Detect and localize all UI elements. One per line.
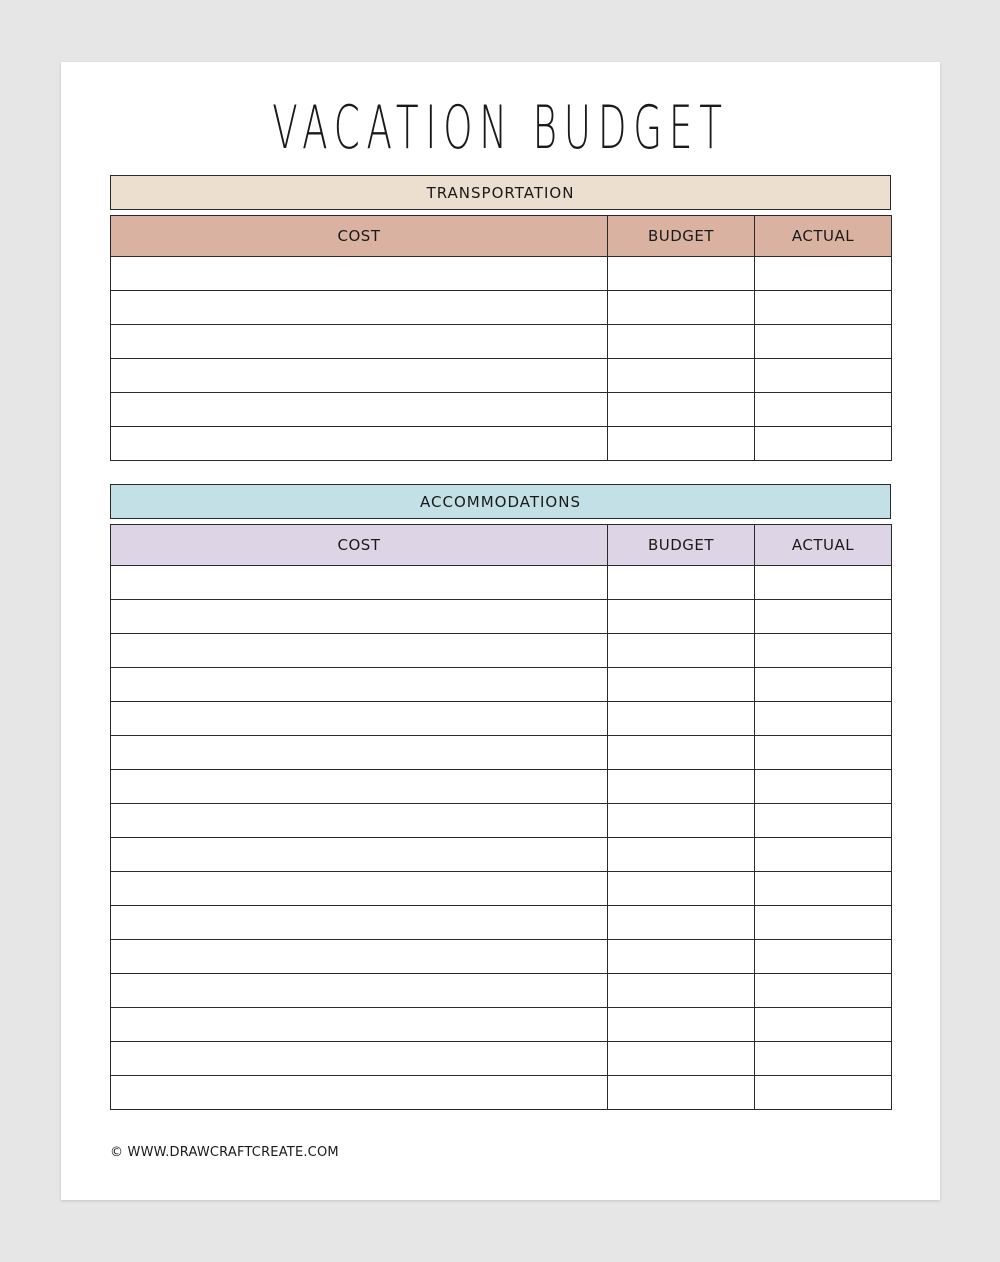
budget-cell[interactable] [608, 1042, 755, 1076]
table-row [111, 393, 892, 427]
actual-cell[interactable] [755, 325, 892, 359]
budget-cell[interactable] [608, 974, 755, 1008]
table-row [111, 1076, 892, 1110]
actual-cell[interactable] [755, 1042, 892, 1076]
cost-cell[interactable] [111, 1042, 608, 1076]
table-row [111, 1008, 892, 1042]
budget-cell[interactable] [608, 257, 755, 291]
table-row [111, 566, 892, 600]
cost-cell[interactable] [111, 702, 608, 736]
actual-cell[interactable] [755, 974, 892, 1008]
table-row [111, 634, 892, 668]
actual-cell[interactable] [755, 291, 892, 325]
actual-cell[interactable] [755, 940, 892, 974]
budget-cell[interactable] [608, 1076, 755, 1110]
accommodations-table [110, 524, 892, 1110]
actual-cell[interactable] [755, 702, 892, 736]
actual-cell[interactable] [755, 634, 892, 668]
table-row [111, 291, 892, 325]
cost-cell[interactable] [111, 566, 608, 600]
page-title: VACATION BUDGET [272, 93, 729, 163]
table-row [111, 906, 892, 940]
budget-cell[interactable] [608, 634, 755, 668]
cost-cell[interactable] [111, 291, 608, 325]
actual-cell[interactable] [755, 566, 892, 600]
actual-cell[interactable] [755, 668, 892, 702]
budget-cell[interactable] [608, 427, 755, 461]
cost-cell[interactable] [111, 600, 608, 634]
table-row [111, 427, 892, 461]
table-row [111, 770, 892, 804]
actual-cell[interactable] [755, 1076, 892, 1110]
actual-cell[interactable] [755, 393, 892, 427]
table-row [111, 736, 892, 770]
table-row [111, 600, 892, 634]
budget-cell[interactable] [608, 566, 755, 600]
budget-cell[interactable] [608, 702, 755, 736]
budget-cell[interactable] [608, 940, 755, 974]
table-row [111, 838, 892, 872]
column-header-budget: BUDGET [608, 216, 755, 257]
table-row [111, 359, 892, 393]
budget-cell[interactable] [608, 359, 755, 393]
actual-cell[interactable] [755, 359, 892, 393]
actual-cell[interactable] [755, 906, 892, 940]
cost-cell[interactable] [111, 940, 608, 974]
actual-cell[interactable] [755, 736, 892, 770]
column-header-cost: COST [111, 525, 608, 566]
footer-copyright: © WWW.DRAWCRAFTCREATE.COM [110, 1145, 339, 1160]
actual-cell[interactable] [755, 770, 892, 804]
budget-cell[interactable] [608, 736, 755, 770]
table-row [111, 804, 892, 838]
table-row [111, 257, 892, 291]
budget-cell[interactable] [608, 838, 755, 872]
actual-cell[interactable] [755, 872, 892, 906]
table-header-row [111, 216, 892, 257]
section-title-transportation: TRANSPORTATION [110, 175, 891, 210]
cost-cell[interactable] [111, 427, 608, 461]
column-header-budget: BUDGET [608, 525, 755, 566]
transportation-table [110, 215, 892, 461]
column-header-cost: COST [111, 216, 608, 257]
budget-cell[interactable] [608, 804, 755, 838]
budget-cell[interactable] [608, 291, 755, 325]
cost-cell[interactable] [111, 634, 608, 668]
cost-cell[interactable] [111, 1076, 608, 1110]
cost-cell[interactable] [111, 1008, 608, 1042]
table-row [111, 872, 892, 906]
table-header-row [111, 525, 892, 566]
table-row [111, 702, 892, 736]
actual-cell[interactable] [755, 600, 892, 634]
budget-cell[interactable] [608, 770, 755, 804]
budget-sheet [61, 62, 940, 1200]
section-title-accommodations: ACCOMMODATIONS [110, 484, 891, 519]
cost-cell[interactable] [111, 906, 608, 940]
table-row [111, 325, 892, 359]
table-row [111, 668, 892, 702]
cost-cell[interactable] [111, 736, 608, 770]
budget-cell[interactable] [608, 600, 755, 634]
column-header-actual: ACTUAL [755, 216, 892, 257]
actual-cell[interactable] [755, 838, 892, 872]
actual-cell[interactable] [755, 257, 892, 291]
cost-cell[interactable] [111, 974, 608, 1008]
cost-cell[interactable] [111, 257, 608, 291]
budget-cell[interactable] [608, 668, 755, 702]
budget-cell[interactable] [608, 872, 755, 906]
budget-cell[interactable] [608, 1008, 755, 1042]
cost-cell[interactable] [111, 325, 608, 359]
budget-cell[interactable] [608, 393, 755, 427]
cost-cell[interactable] [111, 838, 608, 872]
actual-cell[interactable] [755, 427, 892, 461]
cost-cell[interactable] [111, 872, 608, 906]
cost-cell[interactable] [111, 359, 608, 393]
actual-cell[interactable] [755, 804, 892, 838]
cost-cell[interactable] [111, 393, 608, 427]
cost-cell[interactable] [111, 804, 608, 838]
budget-cell[interactable] [608, 906, 755, 940]
cost-cell[interactable] [111, 770, 608, 804]
table-row [111, 974, 892, 1008]
actual-cell[interactable] [755, 1008, 892, 1042]
cost-cell[interactable] [111, 668, 608, 702]
table-row [111, 1042, 892, 1076]
table-row [111, 940, 892, 974]
column-header-actual: ACTUAL [755, 525, 892, 566]
budget-cell[interactable] [608, 325, 755, 359]
